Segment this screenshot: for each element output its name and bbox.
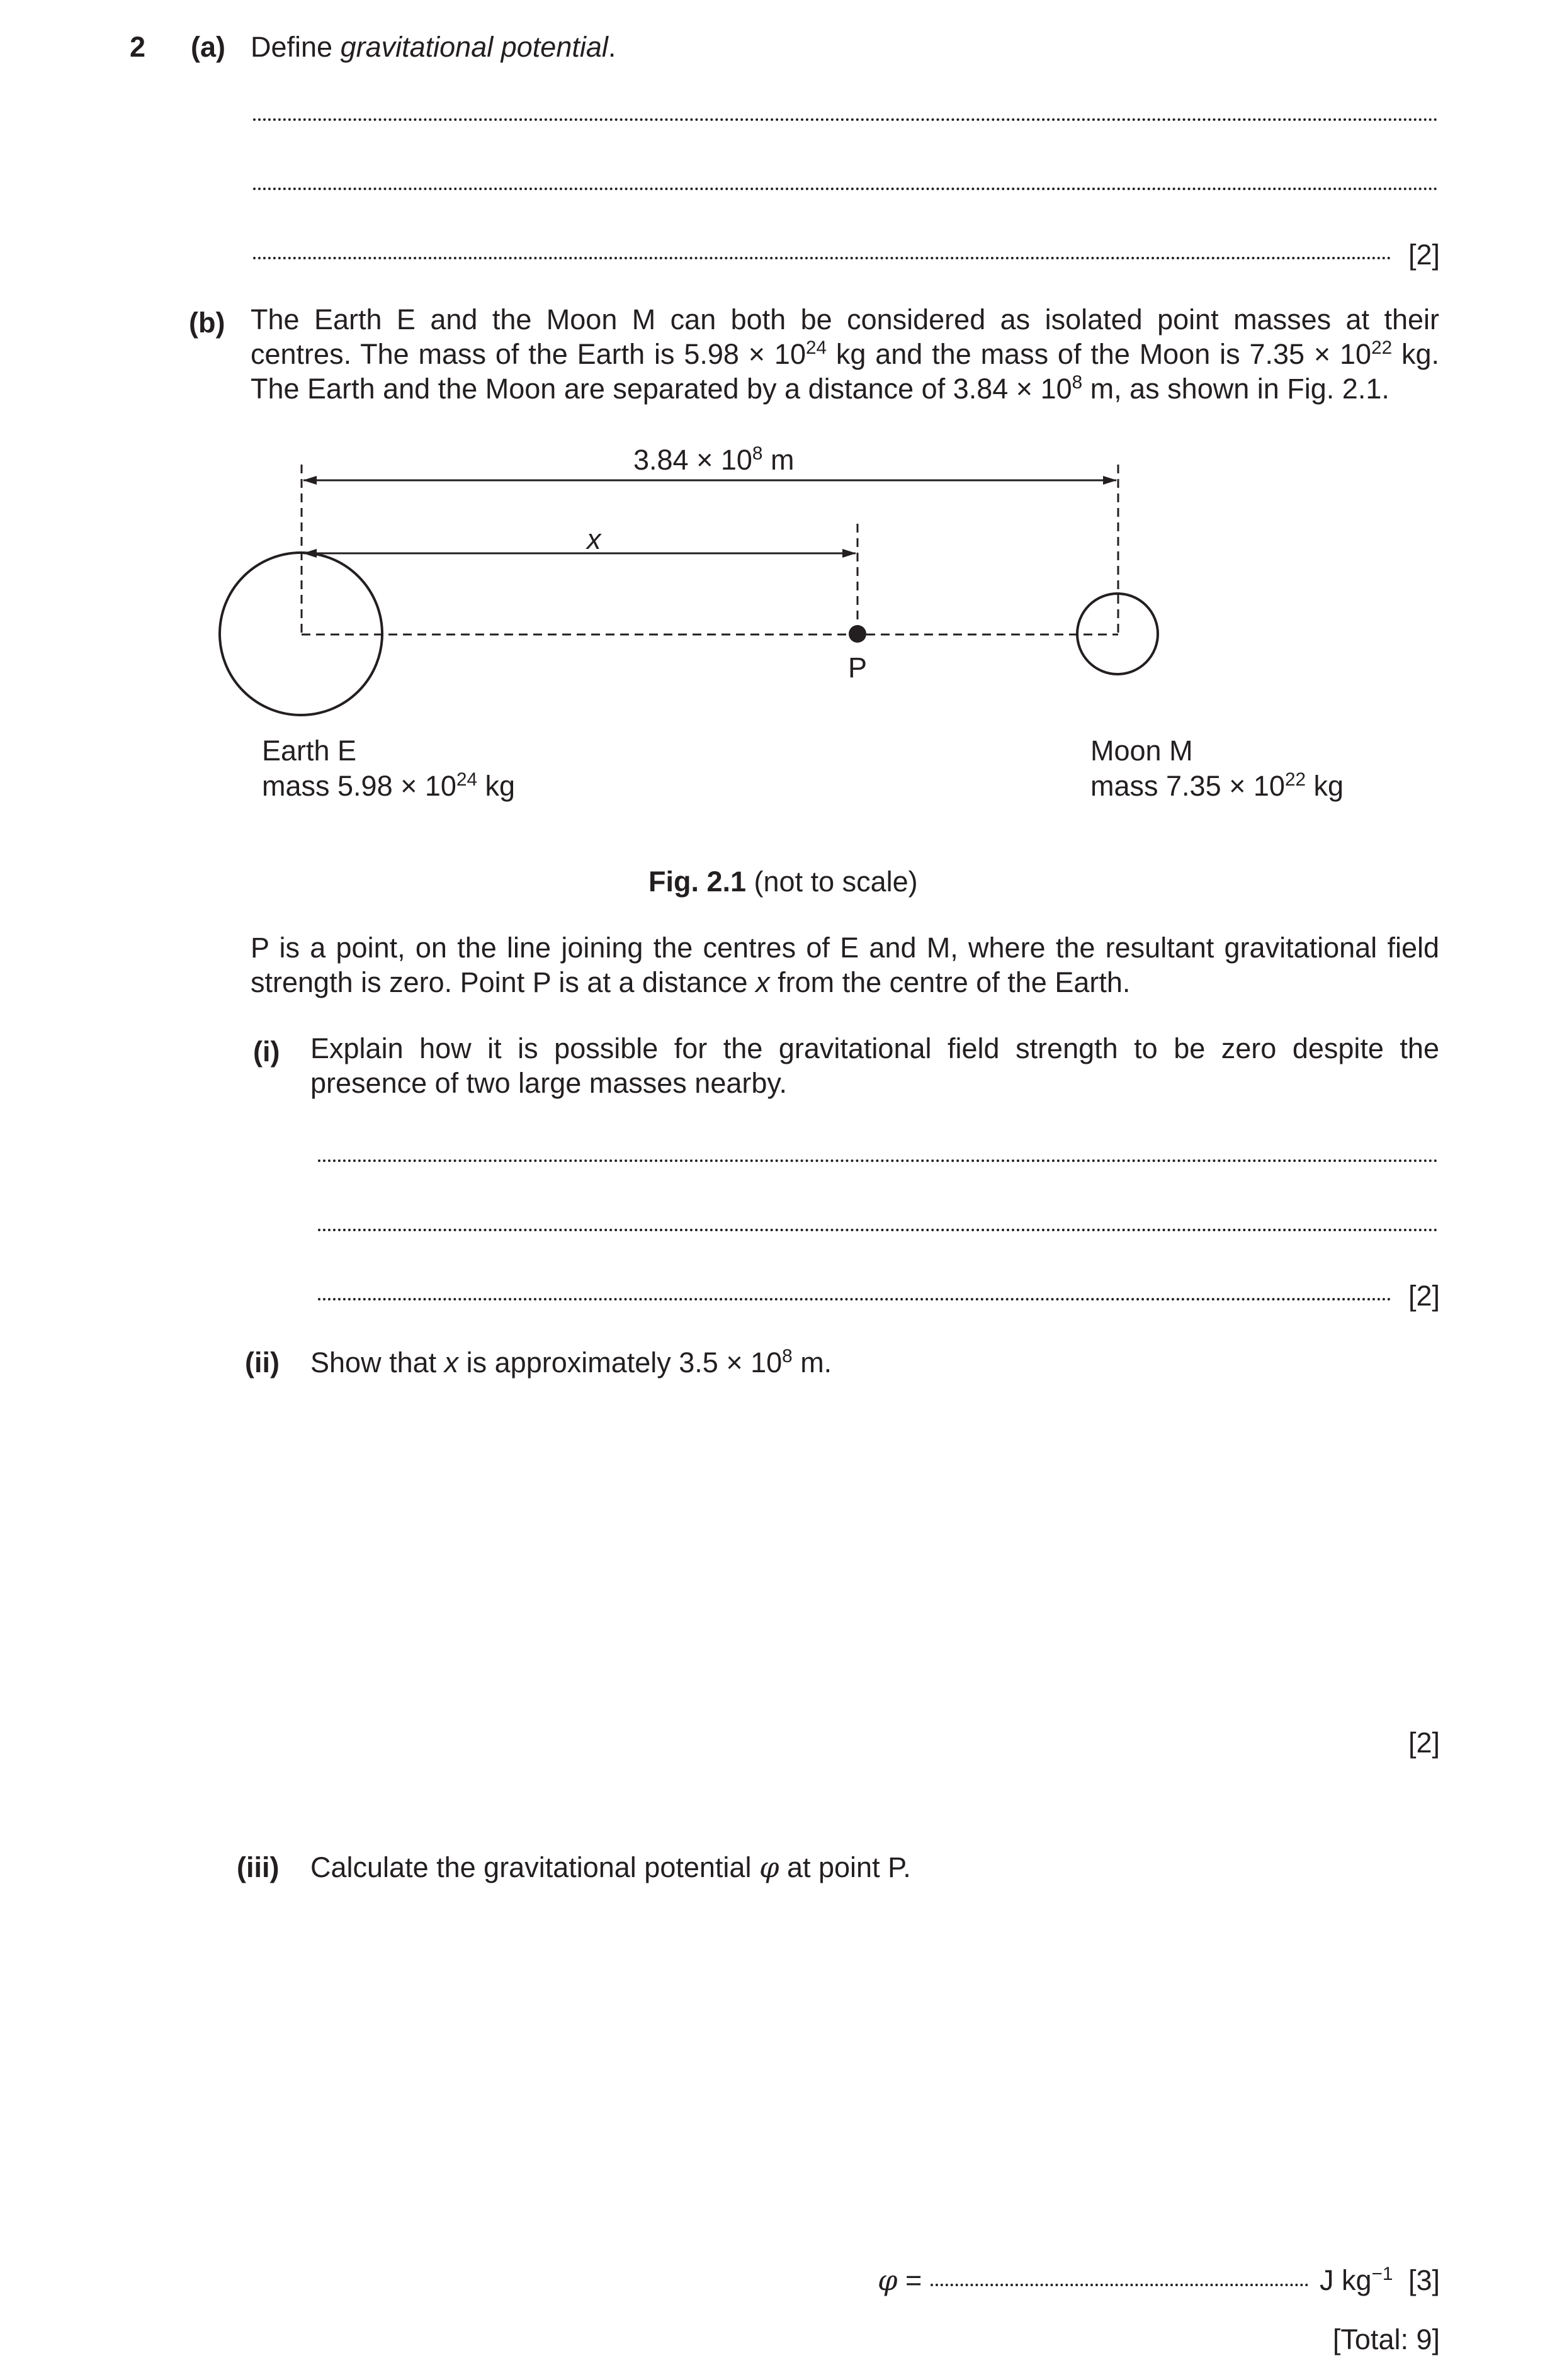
x-label: x xyxy=(587,523,601,555)
earth-circle xyxy=(220,553,382,715)
figure-caption: Fig. 2.1 (not to scale) xyxy=(648,866,918,898)
part-b-i-label: (i) xyxy=(253,1035,280,1068)
part-a-question: Define gravitational potential. xyxy=(251,31,616,63)
part-b-i-question xyxy=(310,1031,1439,1100)
part-b-label: (b) xyxy=(189,307,225,339)
point-p-label: P xyxy=(848,651,868,684)
marks-a: [2] xyxy=(1408,239,1440,271)
phi-answer-unit: J $kg^{-1}$ xyxy=(1320,2263,1393,2296)
point-p-description-line-1: P is a point, on the line joining the centres of E and M, where the resultant gravitational field xyxy=(251,932,1439,964)
earth-name: Earth E xyxy=(262,735,357,767)
distance-label: $3.84 \times 10^8$ m xyxy=(633,443,795,476)
part-b-i-line-2: presence of two large masses nearby. xyxy=(310,1067,788,1099)
part-b-ii-question: Show that x is approximately $3.5 \times 10^8$ m. xyxy=(310,1345,832,1379)
marks-b-i: [2] xyxy=(1408,1280,1440,1312)
part-a-label: (a) xyxy=(191,31,225,63)
point-p-dot xyxy=(849,625,866,643)
moon-mass: mass $7.35 \times 10^{22}$ kg xyxy=(1090,769,1344,802)
part-b-iii-question: Calculate the gravitational potential φ at point P. xyxy=(310,1851,911,1884)
part-b-line-2: centres. The mass of the Earth is $5.98 \times 10^{24}$ kg and the mass of the Moon is $7.35 \times 10^{22}$ kg. xyxy=(251,337,1439,370)
question-number: 2 xyxy=(130,31,146,63)
part-b-ii-label: (ii) xyxy=(245,1346,280,1379)
part-b-line-1: The Earth E and the Moon M can both be considered as isolated point masses at their xyxy=(251,303,1439,336)
answer-line-bi1[interactable] xyxy=(318,1159,1438,1162)
moon-name: Moon M xyxy=(1090,735,1193,767)
part-b-line-3: The Earth and the Moon are separated by a distance of $3.84 \times 10^8$ m, as shown in Fig. 2.1. xyxy=(251,371,1389,405)
phi-answer-line[interactable] xyxy=(931,2284,1308,2286)
part-b-iii-label: (iii) xyxy=(237,1851,280,1883)
marks-b-iii: [3] xyxy=(1408,2264,1440,2296)
answer-line-bi2[interactable] xyxy=(318,1229,1438,1231)
total-marks: [Total: 9] xyxy=(1332,2323,1440,2355)
answer-line-bi3[interactable] xyxy=(318,1298,1391,1300)
part-b-i-line-1: Explain how it is possible for the gravitational field strength to be zero despite the xyxy=(310,1032,1439,1064)
earth-mass: mass $5.98 \times 10^{24}$ kg xyxy=(262,769,515,802)
marks-b-ii: [2] xyxy=(1408,1727,1440,1759)
point-p-description-line-2: strength is zero. Point P is at a distance x from the centre of the Earth. xyxy=(251,966,1131,998)
phi-answer-label: φ = xyxy=(878,2264,922,2297)
point-p-description xyxy=(251,930,1439,1000)
